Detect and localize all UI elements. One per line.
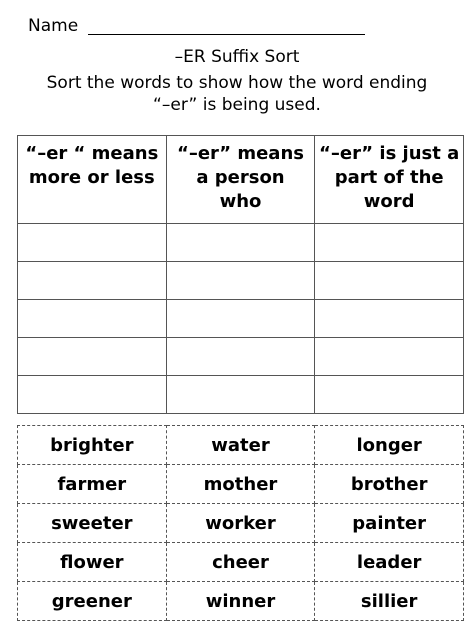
word-card[interactable]: water	[166, 426, 315, 465]
answer-row	[18, 262, 464, 300]
worksheet-title: –ER Suffix Sort	[174, 47, 300, 67]
word-card[interactable]: brother	[315, 465, 464, 504]
answer-cell[interactable]	[18, 300, 167, 338]
answer-cell[interactable]	[315, 224, 464, 262]
answer-cell[interactable]	[166, 300, 315, 338]
column-header-line: more or less	[28, 167, 155, 188]
word-card[interactable]: painter	[315, 504, 464, 543]
column-header-line: a person	[196, 167, 285, 188]
column-part-of-word	[315, 136, 464, 224]
instruction-line: Sort the words to show how the word ending	[46, 73, 428, 93]
answer-cell[interactable]	[315, 338, 464, 376]
column-header-line: word	[363, 191, 415, 212]
word-card-row	[18, 465, 464, 504]
word-card-row	[18, 582, 464, 621]
answer-cell[interactable]	[18, 338, 167, 376]
answer-cell[interactable]	[18, 376, 167, 414]
answer-row	[18, 338, 464, 376]
word-card-row	[18, 504, 464, 543]
word-card[interactable]: mother	[166, 465, 315, 504]
name-line	[88, 34, 365, 35]
answer-cell[interactable]	[166, 338, 315, 376]
answer-row	[18, 300, 464, 338]
word-card[interactable]: farmer	[18, 465, 167, 504]
answer-cell[interactable]	[18, 224, 167, 262]
word-card-row	[18, 426, 464, 465]
answer-cell[interactable]	[166, 262, 315, 300]
column-header-line: “–er “ means	[25, 143, 159, 164]
answer-cell[interactable]	[166, 224, 315, 262]
column-header-line: who	[219, 191, 262, 212]
word-card[interactable]: sillier	[315, 582, 464, 621]
word-card-row	[18, 543, 464, 582]
word-card[interactable]: brighter	[18, 426, 167, 465]
answer-cell[interactable]	[315, 376, 464, 414]
answer-row	[18, 224, 464, 262]
sort-header-row	[18, 136, 464, 224]
column-header-line: part of the	[334, 167, 444, 188]
word-card[interactable]: leader	[315, 543, 464, 582]
answer-cell[interactable]	[18, 262, 167, 300]
sort-table	[17, 135, 464, 414]
column-header-line: “–er” is just a	[319, 143, 460, 164]
word-card[interactable]: cheer	[166, 543, 315, 582]
word-card[interactable]: flower	[18, 543, 167, 582]
column-header-line: “–er” means	[176, 143, 304, 164]
column-more-or-less	[18, 136, 167, 224]
word-card[interactable]: winner	[166, 582, 315, 621]
answer-cell[interactable]	[315, 262, 464, 300]
answer-cell[interactable]	[166, 376, 315, 414]
answer-row	[18, 376, 464, 414]
instructions	[0, 72, 474, 116]
instruction-line: “–er” is being used.	[153, 95, 321, 115]
word-cards-table	[17, 425, 464, 621]
word-card[interactable]: longer	[315, 426, 464, 465]
word-card[interactable]: greener	[18, 582, 167, 621]
column-a-person-who	[166, 136, 315, 224]
word-card[interactable]: worker	[166, 504, 315, 543]
name-label: Name	[28, 16, 79, 36]
word-card[interactable]: sweeter	[18, 504, 167, 543]
answer-cell[interactable]	[315, 300, 464, 338]
